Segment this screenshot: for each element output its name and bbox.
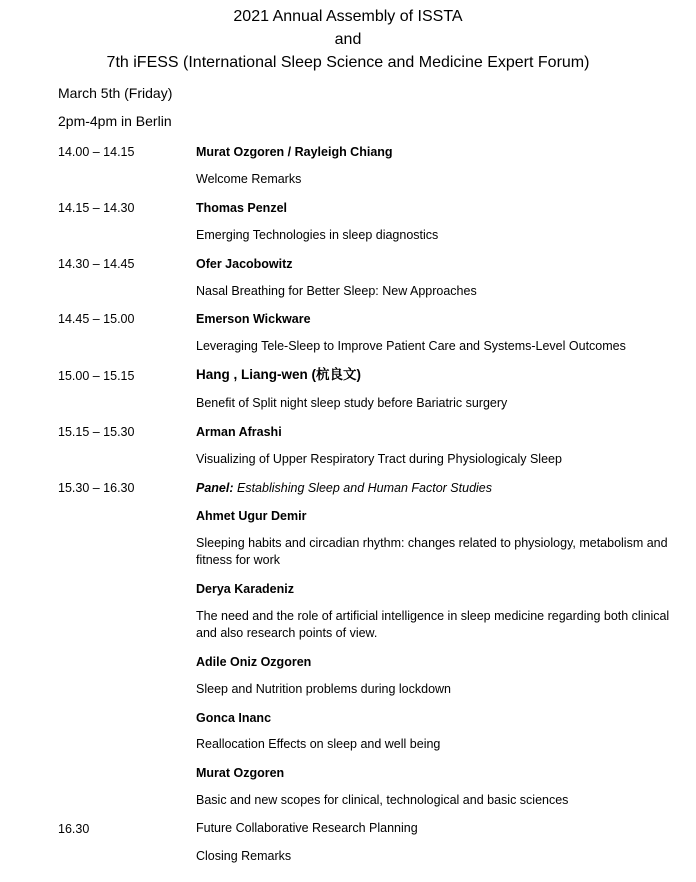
panel-label: Panel: — [196, 481, 234, 495]
session-time: 15.15 – 15.30 — [58, 425, 135, 439]
title-line-1: 2021 Annual Assembly of ISSTA — [233, 8, 463, 25]
event-date: March 5th (Friday) — [58, 85, 173, 101]
closing-item-remarks: Closing Remarks — [196, 849, 292, 863]
session-talk: Benefit of Split night sleep study before Bariatric surgery — [196, 396, 508, 410]
panel-speaker: Murat Ozgoren — [196, 766, 285, 780]
session-speaker: Thomas Penzel — [196, 201, 287, 215]
panel-speaker: Adile Oniz Ozgoren — [196, 655, 312, 669]
session-speaker: Ofer Jacobowitz — [196, 257, 293, 271]
session-time: 14.45 – 15.00 — [58, 312, 135, 326]
session-talk: Leveraging Tele-Sleep to Improve Patient Care and Systems-Level Outcomes — [196, 339, 626, 353]
event-time-range: 2pm-4pm in Berlin — [58, 113, 172, 129]
title-line-3: 7th iFESS (International Sleep Science and Medicine Expert Forum) — [106, 54, 590, 71]
panel-talk: Basic and new scopes for clinical, technological and basic sciences — [196, 793, 569, 807]
panel-time: 15.30 – 16.30 — [58, 481, 135, 495]
session-speaker: Arman Afrashi — [196, 425, 282, 439]
session-time: 14.15 – 14.30 — [58, 201, 135, 215]
session-speaker: Murat Ozgoren / Rayleigh Chiang — [196, 145, 393, 159]
panel-talk: Sleeping habits and circadian rhythm: changes related to physiology, metabolism and fitness for work — [196, 536, 668, 567]
panel-title: Establishing Sleep and Human Factor Studies — [233, 481, 492, 495]
panel-speaker: Derya Karadeniz — [196, 582, 294, 596]
session-time: 14.00 – 14.15 — [58, 145, 135, 159]
panel-talk: The need and the role of artificial intelligence in sleep medicine regarding both clinical and also research points of view. — [196, 609, 670, 640]
session-talk: Emerging Technologies in sleep diagnostics — [196, 228, 439, 242]
session-time: 15.00 – 15.15 — [58, 369, 135, 383]
panel-talk: Sleep and Nutrition problems during lockdown — [196, 682, 452, 696]
title-line-2: and — [334, 31, 362, 48]
panel-talk: Reallocation Effects on sleep and well being — [196, 737, 441, 751]
closing-time: 16.30 — [58, 822, 90, 836]
session-talk: Nasal Breathing for Better Sleep: New Approaches — [196, 284, 477, 298]
session-speaker: Emerson Wickware — [196, 312, 311, 326]
panel-heading — [196, 480, 492, 496]
session-speaker: Hang , Liang-wen (杭良文) — [196, 367, 361, 382]
panel-speaker: Gonca Inanc — [196, 711, 272, 725]
session-talk: Visualizing of Upper Respiratory Tract during Physiologicaly Sleep — [196, 452, 562, 466]
panel-speaker: Ahmet Ugur Demir — [196, 509, 307, 523]
session-talk: Welcome Remarks — [196, 172, 302, 186]
session-time: 14.30 – 14.45 — [58, 257, 135, 271]
closing-item-research-planning: Future Collaborative Research Planning — [196, 821, 418, 835]
